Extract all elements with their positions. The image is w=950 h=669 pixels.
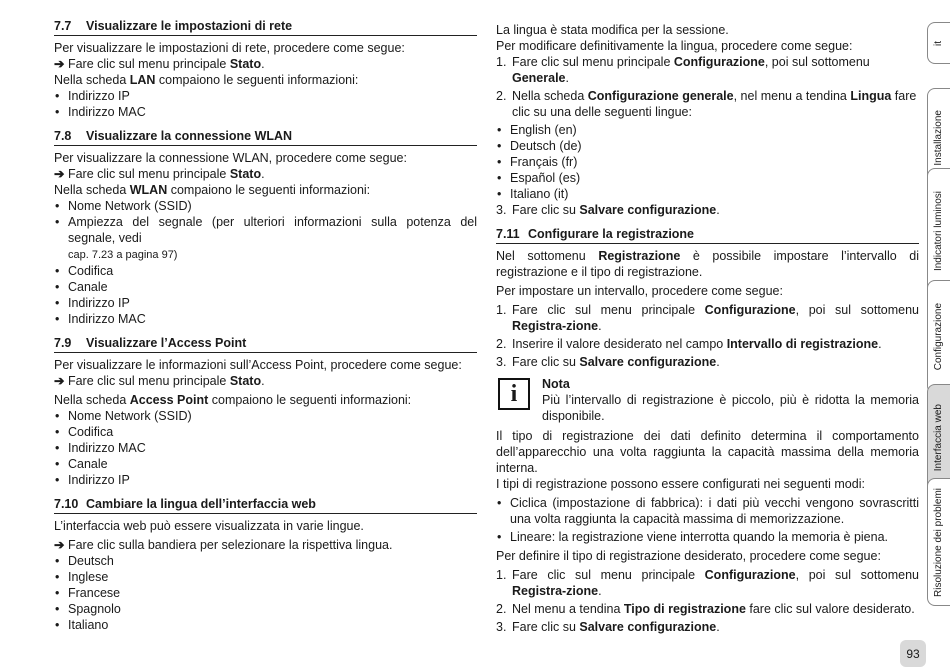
steps-list bbox=[496, 54, 919, 120]
right-column bbox=[496, 22, 919, 635]
list-item: • Canale bbox=[54, 279, 477, 295]
paragraph: La lingua è stata modifica per la sessione. bbox=[496, 23, 729, 37]
step: 2. Inserire il valore desiderato nel campo Intervallo di registrazione. bbox=[496, 337, 882, 351]
mode-list bbox=[496, 495, 919, 545]
step: ➔ Fare clic sul menu principale Stato. bbox=[54, 167, 265, 181]
list-item: • Indirizzo MAC bbox=[54, 311, 477, 327]
step: 3. Fare clic su Salvare configurazione. bbox=[496, 355, 720, 369]
list-item: • Ciclica (impostazione di fabbrica): i dati più vecchi vengono sovrascritti una volta raggiunta la capacità massima di memorizzazione. bbox=[496, 495, 919, 527]
paragraph: Nella scheda Access Point compaiono le seguenti informazioni: bbox=[54, 393, 412, 407]
list-item: • Indirizzo IP bbox=[54, 295, 477, 311]
paragraph: Per visualizzare le informazioni sull’Access Point, procedere come segue: bbox=[54, 358, 462, 372]
right-arrow-icon: ➔ bbox=[54, 57, 65, 71]
section-heading-7-8: 7.8 Visualizzare la connessione WLAN bbox=[54, 128, 477, 146]
step: 3. Fare clic su Salvare configurazione. bbox=[496, 620, 720, 634]
note-text: Più l’intervallo di registrazione è piccolo, più è ridotta la memoria disponibile. bbox=[542, 393, 919, 423]
paragraph: Nella scheda WLAN compaiono le seguenti informazioni: bbox=[54, 183, 371, 197]
list-item: • Deutsch (de) bbox=[496, 138, 919, 154]
note-title: Nota bbox=[542, 377, 570, 391]
list-item: • Italiano (it) bbox=[496, 186, 919, 202]
paragraph: L’interfaccia web può essere visualizzata in varie lingue. bbox=[54, 519, 364, 533]
tab-interfaccia-web[interactable]: Interfaccia web bbox=[927, 384, 950, 492]
paragraph: Per impostare un intervallo, procedere come segue: bbox=[496, 284, 783, 298]
page-number: 93 bbox=[900, 640, 926, 667]
step: 2. Nella scheda Configurazione generale, nel menu a tendina Lingua fare clic su una delle seguenti lingue: bbox=[496, 89, 917, 119]
section-heading-7-9: 7.9 Visualizzare l’Access Point bbox=[54, 335, 477, 353]
list-item: • Italiano bbox=[54, 617, 477, 633]
tab-configurazione[interactable]: Configurazione bbox=[927, 280, 950, 394]
list-item: • Spagnolo bbox=[54, 601, 477, 617]
steps-list bbox=[496, 202, 919, 218]
list-item: • Francese bbox=[54, 585, 477, 601]
tab-installazione[interactable]: Installazione bbox=[927, 88, 950, 187]
step: 1. Fare clic sul menu principale Configurazione, poi sul sottomenu Registra-zione. bbox=[496, 568, 920, 598]
language-list bbox=[54, 553, 477, 633]
tab-indicatori-luminosi[interactable]: Indicatori luminosi bbox=[927, 168, 950, 294]
list-item: • Français (fr) bbox=[496, 154, 919, 170]
step: ➔ Fare clic sulla bandiera per selezionare la rispettiva lingua. bbox=[54, 538, 393, 552]
info-list bbox=[54, 198, 477, 327]
language-options bbox=[496, 122, 919, 202]
paragraph: Per definire il tipo di registrazione desiderato, procedere come segue: bbox=[496, 549, 881, 563]
list-item: • Lineare: la registrazione viene interrotta quando la memoria è piena. bbox=[496, 527, 919, 545]
left-column bbox=[54, 18, 477, 633]
list-item: • Nome Network (SSID) bbox=[54, 198, 477, 214]
paragraph: Per visualizzare la connessione WLAN, procedere come segue: bbox=[54, 151, 407, 165]
info-list bbox=[54, 88, 477, 120]
info-list bbox=[54, 408, 477, 488]
list-item: • Indirizzo MAC bbox=[54, 104, 477, 120]
steps-list bbox=[496, 567, 919, 635]
list-item: • Canale bbox=[54, 456, 477, 472]
step: ➔ Fare clic sul menu principale Stato. bbox=[54, 57, 265, 71]
paragraph: Nella scheda LAN compaiono le seguenti informazioni: bbox=[54, 73, 359, 87]
paragraph: Per modificare definitivamente la lingua, procedere come segue: bbox=[496, 39, 853, 53]
list-item: • Español (es) bbox=[496, 170, 919, 186]
step: ➔ Fare clic sul menu principale Stato. bbox=[54, 374, 265, 388]
list-item: • Codifica bbox=[54, 424, 477, 440]
list-item: • Indirizzo IP bbox=[54, 472, 477, 488]
list-item: • Indirizzo MAC bbox=[54, 440, 477, 456]
steps-list bbox=[496, 302, 919, 370]
list-item: • Codifica bbox=[54, 263, 477, 279]
paragraph: Nel sottomenu Registrazione è possibile impostare l’intervallo di registrazione e il tipo di registrazione. bbox=[496, 249, 919, 279]
list-item: • Inglese bbox=[54, 569, 477, 585]
section-heading-7-11: 7.11 Configurare la registrazione bbox=[496, 226, 919, 244]
step: 1. Fare clic sul menu principale Configurazione, poi sul sottomenu Registra-zione. bbox=[496, 303, 920, 333]
paragraph: Per visualizzare le impostazioni di rete, procedere come segue: bbox=[54, 41, 405, 55]
paragraph: I tipi di registrazione possono essere configurati nei seguenti modi: bbox=[496, 477, 865, 491]
step: 3. Fare clic su Salvare configurazione. bbox=[496, 203, 720, 217]
right-arrow-icon: ➔ bbox=[54, 167, 65, 181]
list-item: • Indirizzo IP bbox=[54, 88, 477, 104]
tab-risoluzione-dei-problemi[interactable]: Risoluzione dei problemi bbox=[927, 478, 950, 606]
note-box bbox=[496, 376, 919, 424]
list-item: • Deutsch bbox=[54, 553, 477, 569]
section-heading-7-10: 7.10 Cambiare la lingua dell’interfaccia web bbox=[54, 496, 477, 514]
right-arrow-icon: ➔ bbox=[54, 538, 65, 552]
paragraph: Il tipo di registrazione dei dati definito determina il comportamento dell’apparecchio una volta raggiunta la capacità massima della memoria interna. bbox=[496, 429, 919, 475]
right-arrow-icon: ➔ bbox=[54, 374, 65, 388]
cross-reference: cap. 7.23 a pagina 97) bbox=[68, 249, 178, 261]
step: 1. Fare clic sul menu principale Configurazione, poi sul sottomenu Generale. bbox=[496, 55, 870, 85]
list-item: • English (en) bbox=[496, 122, 919, 138]
list-item: • Ampiezza del segnale (per ulteriori informazioni sulla potenza del segnale, vedi cap. 7.23 a pagina 97) bbox=[54, 214, 477, 263]
info-icon: i bbox=[498, 378, 530, 410]
list-item: • Nome Network (SSID) bbox=[54, 408, 477, 424]
tab-it[interactable]: it bbox=[927, 22, 950, 64]
step: 2. Nel menu a tendina Tipo di registrazione fare clic sul valore desiderato. bbox=[496, 602, 915, 616]
section-heading-7-7: 7.7 Visualizzare le impostazioni di rete bbox=[54, 18, 477, 36]
